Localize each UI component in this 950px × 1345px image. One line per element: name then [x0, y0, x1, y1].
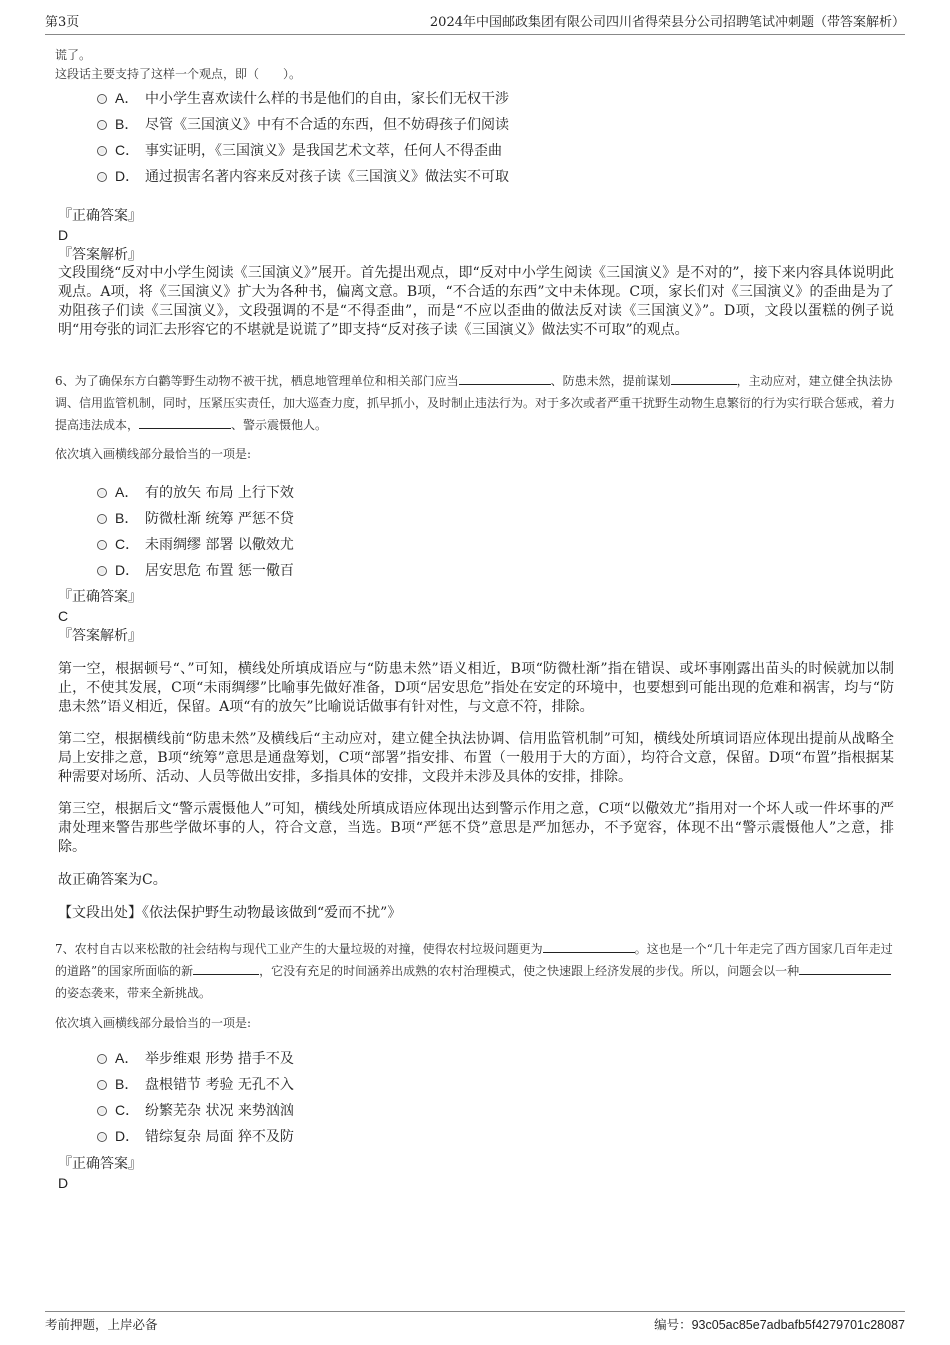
q6-analysis-p2: 第二空，根据横线前“防患未然”及横线后“主动应对，建立健全执法协调、信用监管机制”可知，横线处所填词语应体现出提前从战略全局上安排之意，B项“统筹”意思是通盘筹划，C项“部署”指安排、布置（一般用于大的方面），均符合文意，保留。D项“布置”指根据某种需要对场所、活动、人员等做出安排，多指具体的安排，文段并未涉及具体的安排，排除。: [58, 731, 894, 785]
q5-option-a[interactable]: A． 中小学生喜欢读什么样的书是他们的自由，家长们无权干涉: [97, 88, 509, 109]
radio-icon[interactable]: [97, 172, 107, 182]
q7-option-b[interactable]: B． 盘根错节 考验 无孔不入: [97, 1074, 294, 1095]
q6-option-b[interactable]: B． 防微杜渐 统筹 严惩不贷: [97, 508, 294, 529]
q5-answer: D: [58, 227, 69, 243]
q7-instruction: 依次填入画横线部分最恰当的一项是:: [55, 1016, 252, 1030]
q5-option-d[interactable]: D． 通过损害名著内容来反对孩子读《三国演义》做法实不可取: [97, 166, 509, 187]
radio-icon[interactable]: [97, 566, 107, 576]
radio-icon[interactable]: [97, 120, 107, 130]
blank-line: [139, 416, 231, 429]
q7-answer-label: 『正确答案』: [58, 1156, 142, 1172]
q6-source: 【文段出处】《依法保护野生动物最该做到“爱而不扰”》: [58, 905, 402, 921]
page-header: [45, 12, 905, 35]
blank-line: [671, 372, 737, 385]
radio-icon[interactable]: [97, 1106, 107, 1116]
q6-option-d[interactable]: D． 居安思危 布置 惩一儆百: [97, 560, 294, 581]
q6-answer-label: 『正确答案』: [58, 589, 142, 605]
blank-line: [459, 372, 551, 385]
q7-stem: 7、农村自古以来松散的社会结构与现代工业产生的大量垃圾的对撞，使得农村垃圾问题更为 。这也是一个“几十年走完了西方国家几百年走过的道路”的国家所面临的新 ，它没有充足的时间涵养出成熟的农村治理模式，使之快速跟上经济发展的步伐。所以，问题会以一种的姿态袭来，带来全新挑战。: [55, 942, 893, 1000]
footer-slogan: 考前押题，上岸必备: [45, 1317, 158, 1332]
q5-analysis-label: 『答案解析』: [58, 247, 142, 263]
radio-icon[interactable]: [97, 1132, 107, 1142]
radio-icon[interactable]: [97, 514, 107, 524]
q7-option-a[interactable]: A． 举步维艰 形势 措手不及: [97, 1048, 294, 1069]
q6-instruction: 依次填入画横线部分最恰当的一项是:: [55, 447, 252, 461]
document-title: 2024年中国邮政集团有限公司四川省得荣县分公司招聘笔试冲刺题（带答案解析）: [429, 15, 905, 30]
q6-analysis-p3: 第三空，根据后文“警示震慑他人”可知，横线处所填成语应体现出达到警示作用之意，C项“以儆效尤”指用对一个坏人或一件坏事的严肃处理来警告那些学做坏事的人，符合文意，当选。B项“严惩不贷”意思是严加惩办，不予宽容，体现不出“警示震慑他人”之意，排除。: [58, 801, 894, 855]
blank-line: [193, 962, 259, 975]
radio-icon[interactable]: [97, 1054, 107, 1064]
q7-answer: D: [58, 1175, 69, 1191]
q5-option-c[interactable]: C． 事实证明，《三国演义》是我国艺术文萃，任何人不得歪曲: [97, 140, 502, 161]
q5-prompt: 这段话主要支持了这样一个观点，即（ ）。: [55, 67, 302, 81]
q7-option-c[interactable]: C． 纷繁芜杂 状况 来势汹汹: [97, 1100, 294, 1121]
q5-analysis: 文段围绕“反对中小学生阅读《三国演义》”展开。首先提出观点，即“反对中小学生阅读《三国演义》是不对的”，接下来内容具体说明此观点。A项，将《三国演义》扩大为各种书，偏离文意。B项，“不合适的东西”文中未体现。C项，家长们对《三国演义》的歪曲是为了劝阻孩子们读《三国演义》，文段强调的不是“不得歪曲”，而是“不应以歪曲的做法反对读《三国演义》”。D项，文段以蛋糕的例子说明“用夸张的词汇去形容它的不堪就是说谎了”即支持“反对孩子读《三国演义》做法实不可取”的观点。: [58, 265, 894, 338]
q6-conclusion: 故正确答案为C。: [58, 872, 167, 888]
q6-stem: 6、为了确保东方白鹳等野生动物不被干扰，栖息地管理单位和相关部门应当 、防患未然，提前谋划 ，主动应对，建立健全执法协调、信用监管机制，同时，压紧压实责任，加大巡查力度，抓早抓小，及时制止违法行为。对于多次或者严重干扰野生动物生息繁衍的行为实行联合惩戒，着力提高违法成本， 、警示震慑他人。: [55, 374, 896, 432]
footer-code: 编号：93c05ac85e7adbafb5f4279701c28087: [654, 1317, 905, 1332]
q6-option-a[interactable]: A． 有的放矢 布局 上行下效: [97, 482, 294, 503]
radio-icon[interactable]: [97, 540, 107, 550]
q6-option-c[interactable]: C． 未雨绸缪 部署 以儆效尤: [97, 534, 294, 555]
q5-stem-tail: 谎了。: [55, 48, 92, 62]
q6-answer: C: [58, 608, 69, 624]
q6-analysis-label: 『答案解析』: [58, 628, 142, 644]
q7-option-d[interactable]: D． 错综复杂 局面 猝不及防: [97, 1126, 294, 1147]
blank-line: [543, 940, 635, 953]
page-number: 第3页: [45, 15, 80, 30]
radio-icon[interactable]: [97, 488, 107, 498]
radio-icon[interactable]: [97, 146, 107, 156]
page-footer: [45, 1311, 905, 1334]
q5-answer-label: 『正确答案』: [58, 208, 142, 224]
q5-option-b[interactable]: B． 尽管《三国演义》中有不合适的东西，但不妨碍孩子们阅读: [97, 114, 509, 135]
q6-analysis-p1: 第一空，根据顿号“、”可知，横线处所填成语应与“防患未然”语义相近，B项“防微杜渐”指在错误、或坏事刚露出苗头的时候就加以制止，不使其发展，C项“未雨绸缪”比喻事先做好准备，D项“居安思危”指处在安定的环境中，也要想到可能出现的危难和祸害，均与“防患未然”语义相近，保留。A项“有的放矢”比喻说话做事有针对性，与文意不符，排除。: [58, 661, 894, 715]
blank-line: [799, 962, 891, 975]
radio-icon[interactable]: [97, 94, 107, 104]
radio-icon[interactable]: [97, 1080, 107, 1090]
